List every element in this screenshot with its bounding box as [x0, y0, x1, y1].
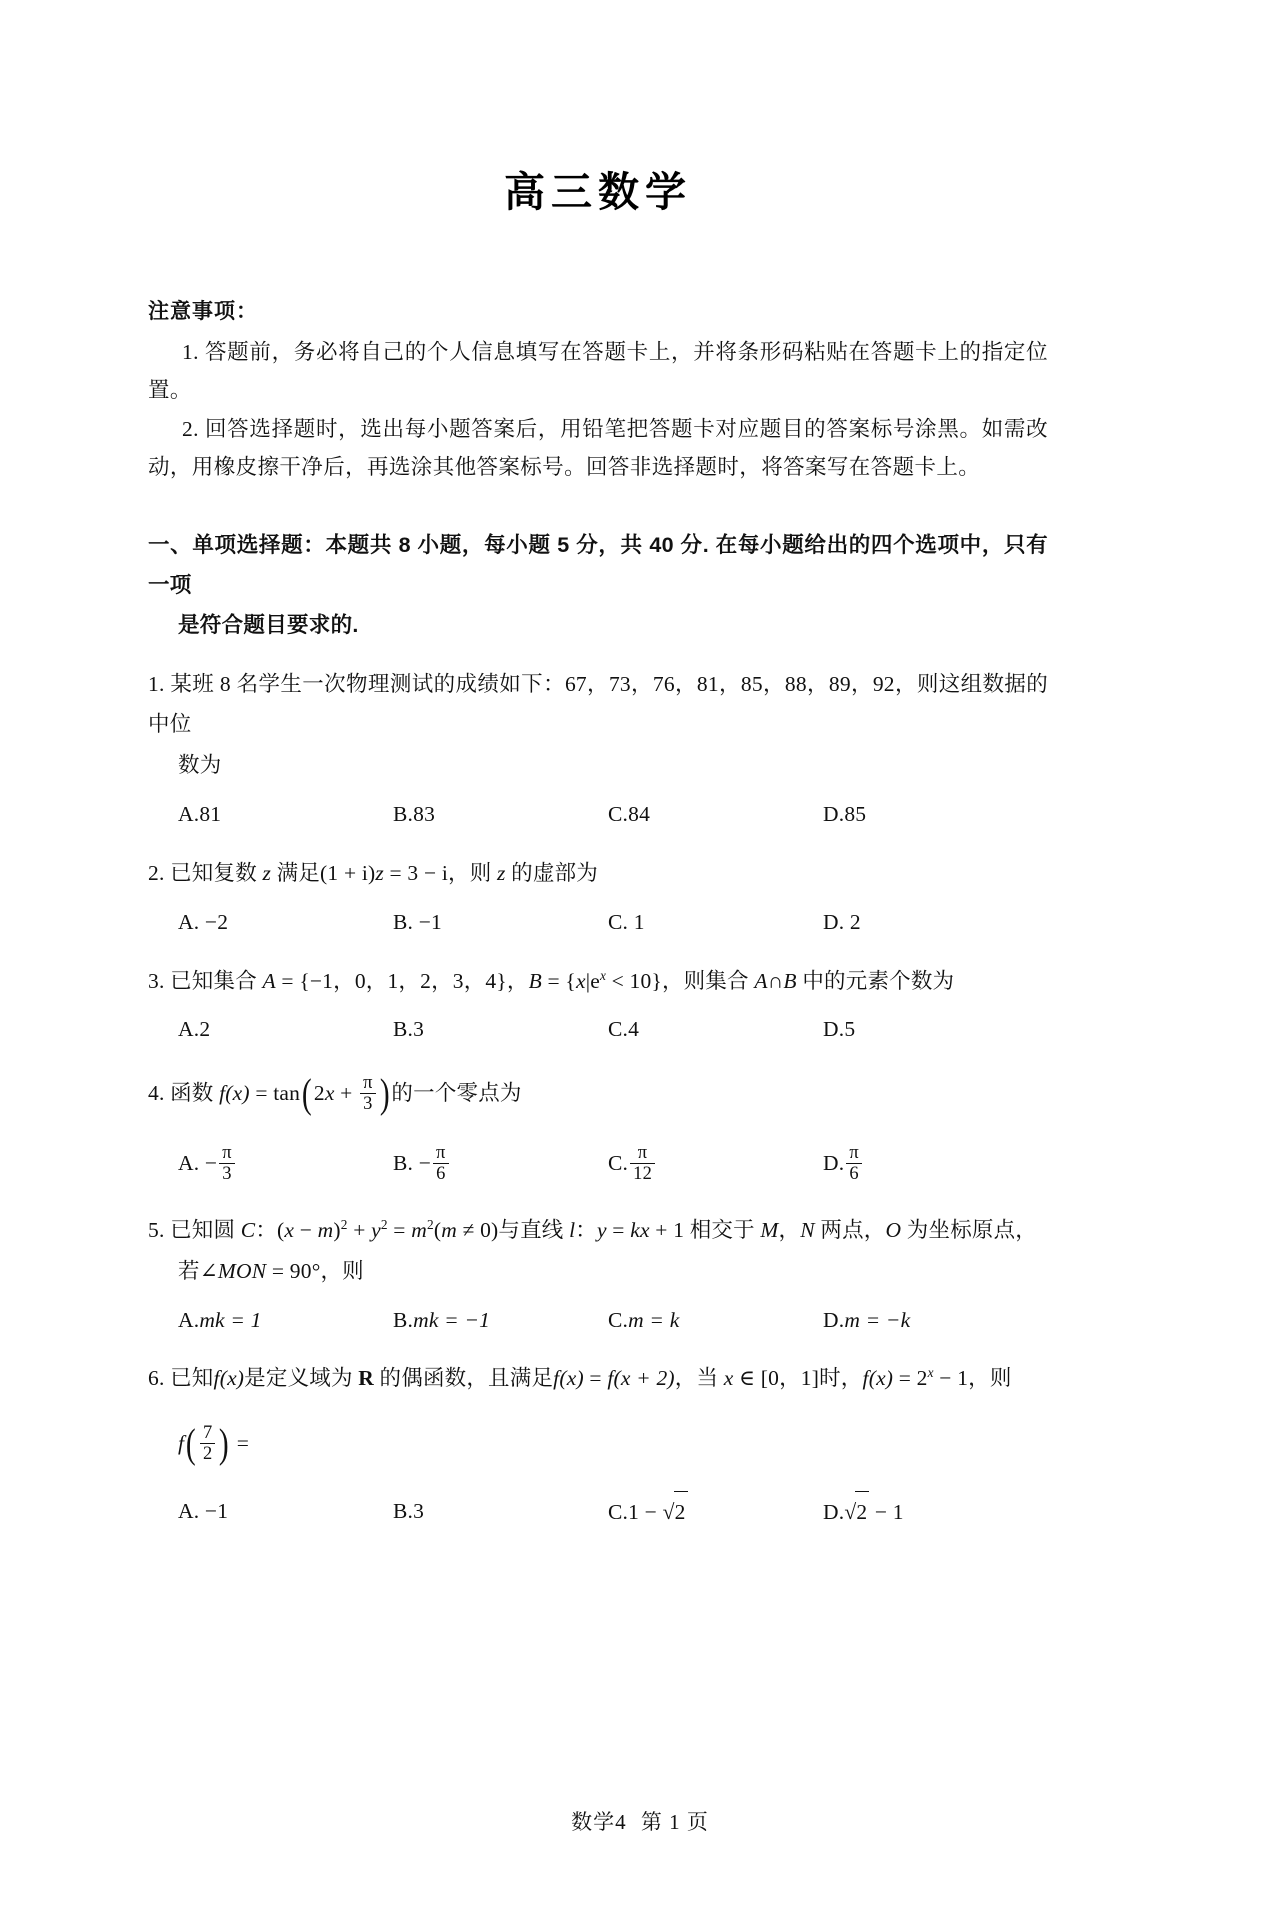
q3-set-a-value: = {−1，0，1，2，3，4}，	[275, 968, 529, 993]
frac-num: π	[849, 1141, 859, 1162]
option-c-label: C.	[608, 1307, 629, 1332]
q6-func-f2: f	[553, 1366, 560, 1391]
q4-eq: = tan	[249, 1081, 301, 1106]
notes-section	[148, 295, 1048, 486]
q5-eq: =	[387, 1217, 412, 1242]
option-c-label: C.	[608, 1500, 629, 1525]
page-footer	[0, 1806, 1280, 1836]
q5-colon: ：(	[255, 1217, 285, 1242]
option-a-value: mk = 1	[199, 1307, 262, 1332]
question-6-line2	[148, 1413, 1048, 1473]
q4-close-paren: )	[379, 1071, 390, 1117]
q6-func-arg3: (x + 2)	[613, 1366, 675, 1391]
option-c[interactable]	[608, 1300, 823, 1341]
question-5-line2	[148, 1251, 1048, 1292]
option-a-fraction	[219, 1143, 235, 1184]
question-1-line2: 数为	[178, 753, 222, 778]
option-b[interactable]	[393, 1491, 608, 1533]
q5-line-colon: ：	[575, 1217, 597, 1242]
question-2-number: 2.	[148, 860, 165, 885]
option-d[interactable]	[823, 902, 1038, 943]
option-b[interactable]	[393, 1143, 608, 1186]
q6-fraction	[200, 1423, 215, 1464]
option-c-label: C.	[608, 802, 629, 827]
option-b-fraction	[433, 1143, 449, 1184]
option-d-value: 85	[844, 802, 867, 827]
sqrt-radicand: 2	[674, 1491, 688, 1533]
q6-close-paren: )	[219, 1421, 230, 1467]
q6-pre: 已知	[170, 1366, 214, 1391]
option-b-value: 3	[413, 1017, 425, 1042]
q5-intersect: 相交于	[684, 1217, 761, 1242]
q3-set-a2: A	[754, 968, 768, 993]
q5-plus1: + 1	[649, 1217, 685, 1242]
q6-l2-eq: =	[231, 1431, 250, 1456]
q6-l2-func-f: f	[178, 1431, 185, 1456]
footer-page-number: 第 1 页	[640, 1810, 709, 1834]
q2-post: 的虚部为	[505, 860, 598, 885]
question-5-text	[148, 1210, 1048, 1292]
question-4	[148, 1068, 1048, 1192]
q6-interval: ∈ [0，1]时，	[733, 1366, 863, 1391]
option-c-label: C.	[608, 909, 629, 934]
option-d-label: D.	[823, 1307, 845, 1332]
option-c[interactable]	[608, 1009, 823, 1050]
option-a-value: 81	[199, 802, 222, 827]
question-2	[148, 853, 1048, 943]
option-d-value: m = −k	[844, 1307, 911, 1332]
q4-plus: +	[334, 1081, 359, 1106]
option-a[interactable]	[178, 1300, 393, 1341]
q5-angle-pre: 若∠	[178, 1258, 218, 1283]
q5-var-x: x	[284, 1217, 295, 1242]
note-item: 1. 答题前，务必将自己的个人信息填写在答题卡上，并将条形码粘贴在答题卡上的指定位置。	[148, 340, 1048, 403]
note-item: 2. 回答选择题时，选出每小题答案后，用铅笔把答题卡对应题目的答案标号涂黑。如需改动，用橡皮擦干净后，再选涂其他答案标号。回答非选择题时，将答案写在答题卡上。	[148, 416, 1048, 479]
option-d-value: √2 − 1	[844, 1500, 903, 1524]
option-d-label: D.	[823, 1500, 845, 1525]
option-c[interactable]	[608, 902, 823, 943]
q2-mid: 满足(1 + i)	[271, 860, 376, 885]
q4-pre: 函数	[170, 1081, 220, 1106]
q3-intersect-icon: ∩	[767, 968, 784, 993]
q5-var-k: k	[630, 1217, 640, 1242]
q6-mid3: ，当	[674, 1366, 724, 1391]
question-3	[148, 961, 1048, 1051]
option-a-label: A.	[178, 1017, 200, 1042]
question-2-text	[148, 853, 1048, 894]
q6-frac-den: 2	[200, 1443, 215, 1464]
q6-func-arg: (x)	[219, 1366, 245, 1391]
q5-with-line: 与直线	[498, 1217, 570, 1242]
question-6	[148, 1358, 1048, 1533]
option-b[interactable]	[393, 902, 608, 943]
option-c-value: m = k	[628, 1307, 680, 1332]
option-a-value: 2	[199, 1017, 211, 1042]
option-c[interactable]	[608, 1143, 823, 1186]
q6-exp-x: x	[927, 1365, 934, 1381]
option-d-label: D.	[823, 1017, 845, 1042]
q4-func-arg: (x)	[225, 1081, 250, 1106]
option-d-label: D.	[823, 802, 845, 827]
q6-real-set: R	[358, 1366, 374, 1391]
q5-sup-2a: 2	[340, 1216, 348, 1232]
option-a-label: A.	[178, 909, 200, 934]
option-a[interactable]	[178, 794, 393, 835]
option-c-value: 1	[633, 909, 645, 934]
q3-exp-x: x	[599, 967, 607, 983]
q6-frac-num: 7	[202, 1422, 213, 1443]
q5-neq: ≠ 0)	[456, 1217, 499, 1242]
q2-pre: 已知复数	[170, 860, 263, 885]
q3-set-b: B	[528, 968, 542, 993]
sqrt-radicand: 2	[855, 1491, 869, 1533]
q4-fraction	[360, 1073, 376, 1114]
q5-circle-c: C	[240, 1217, 256, 1242]
option-a-value: −1	[204, 1499, 229, 1524]
frac-num: π	[222, 1141, 232, 1162]
question-1	[148, 664, 1048, 835]
option-c-fraction	[630, 1143, 655, 1184]
option-d[interactable]	[823, 1300, 1038, 1341]
q2-eq: = 3 − i，则	[383, 860, 498, 885]
question-1-line1: 某班 8 名学生一次物理测试的成绩如下：67，73，76，81，85，88，89，92，则这组数据的中位	[148, 671, 1048, 737]
q3-post: 中的元素个数为	[796, 968, 955, 993]
q4-open-paren: (	[302, 1071, 312, 1117]
option-d-value	[844, 1141, 864, 1183]
q5-angle-post: = 90°，则	[266, 1258, 364, 1283]
option-c-value	[628, 1141, 657, 1183]
q5-close-paren: )	[333, 1217, 341, 1242]
q5-var-m: m	[317, 1217, 334, 1242]
page-content	[148, 0, 1048, 1533]
q5-origin: 为坐标原点，	[901, 1217, 1037, 1242]
option-b[interactable]	[393, 794, 608, 835]
question-5	[148, 1210, 1048, 1341]
option-b-label: B.	[393, 1150, 414, 1175]
section-one-header	[148, 526, 1048, 645]
q3-set-a: A	[262, 968, 276, 993]
option-b-value: 83	[413, 802, 436, 827]
q5-var-y2: y	[596, 1217, 607, 1242]
q4-frac-den: 3	[360, 1093, 376, 1114]
q3-set-b2: B	[783, 968, 797, 993]
question-6-text	[148, 1358, 1048, 1473]
option-a-value: −2	[204, 909, 229, 934]
section-one-label: 一、单项选择题	[148, 533, 304, 558]
q5-plus: +	[347, 1217, 372, 1242]
sqrt-icon: √2	[844, 1500, 869, 1524]
option-a-label: A.	[178, 1307, 200, 1332]
option-a[interactable]	[178, 1143, 393, 1186]
option-b-value: − $\frac{\pi}{6}$	[419, 1151, 451, 1175]
option-d-fraction	[846, 1143, 862, 1184]
option-c-value: 4	[628, 1017, 640, 1042]
option-b-label: B.	[393, 802, 414, 827]
q4-frac-num: π	[363, 1072, 373, 1093]
frac-den: 12	[630, 1163, 655, 1184]
q5-point-m: M	[760, 1217, 779, 1242]
option-a-label: A.	[178, 1150, 200, 1175]
q6-func-arg4: (x)	[868, 1366, 894, 1391]
option-d[interactable]	[823, 794, 1038, 835]
option-a-label: A.	[178, 802, 200, 827]
question-1-options	[148, 794, 1048, 835]
option-d[interactable]	[823, 1009, 1038, 1050]
q5-var-m2: m	[411, 1217, 427, 1242]
option-b-value: 3	[413, 1499, 425, 1524]
q3-lt: < 10}，则集合	[606, 968, 755, 993]
question-3-text	[148, 961, 1048, 1002]
q5-sup-2c: 2	[426, 1216, 434, 1232]
option-c-label: C.	[608, 1017, 629, 1042]
q2-var-z3: z	[497, 860, 506, 885]
q5-pre: 已知圆	[170, 1217, 241, 1242]
option-c-label: C.	[608, 1150, 629, 1175]
q6-func-f: f	[213, 1366, 220, 1391]
q6-mid2: 的偶函数，且满足	[373, 1366, 554, 1391]
option-a-label: A.	[178, 1499, 200, 1524]
q4-var-x: x	[324, 1081, 335, 1106]
q5-angle-mon: MON	[217, 1258, 267, 1283]
q5-point-o: O	[885, 1217, 902, 1242]
question-5-options	[148, 1300, 1048, 1341]
q3-pre: 已知集合	[170, 968, 263, 993]
q5-cond-open: (	[433, 1217, 442, 1242]
option-d-label: D.	[823, 909, 845, 934]
q3-set-b-open: = {	[541, 968, 576, 993]
section-one-description: 本题共 8 小题，每小题 5 分，共 40 分. 在每小题给出的四个选项中，只有一项	[148, 533, 1048, 598]
q6-eq2: = 2	[893, 1366, 928, 1391]
frac-num: π	[637, 1141, 648, 1162]
q4-func-f: f	[219, 1081, 226, 1106]
option-b-value: mk = −1	[413, 1307, 491, 1332]
option-c-value: 84	[628, 802, 651, 827]
notes-heading: 注意事项：	[148, 300, 258, 324]
option-a[interactable]	[178, 1491, 393, 1533]
option-b-label: B.	[393, 1499, 414, 1524]
q5-comma: ，	[778, 1217, 801, 1242]
q6-mid1: 是定义域为	[244, 1366, 359, 1391]
q3-var-x: x	[575, 968, 586, 993]
q6-open-paren: (	[186, 1421, 197, 1467]
option-d[interactable]	[823, 1143, 1038, 1186]
sqrt-icon: √2	[663, 1500, 688, 1524]
q4-post: 的一个零点为	[391, 1081, 522, 1106]
option-b-label: B.	[393, 909, 414, 934]
question-3-number: 3.	[148, 968, 165, 993]
question-4-text	[148, 1068, 1048, 1120]
question-4-options	[148, 1136, 1048, 1192]
q6-eq1: =	[583, 1366, 608, 1391]
q6-func-f4: f	[862, 1366, 869, 1391]
question-5-number: 5.	[148, 1217, 165, 1242]
option-c[interactable]	[608, 794, 823, 835]
q6-minus1: − 1，则	[933, 1366, 1012, 1391]
q4-coef: 2	[313, 1081, 325, 1106]
option-a[interactable]	[178, 902, 393, 943]
q5-two-points: 两点，	[814, 1217, 886, 1242]
frac-den: 3	[219, 1163, 235, 1184]
question-2-options	[148, 902, 1048, 943]
question-4-number: 4.	[148, 1081, 165, 1106]
q5-keq: =	[606, 1217, 631, 1242]
q5-var-y: y	[371, 1217, 381, 1242]
q3-bar: |e	[585, 968, 600, 993]
frac-den: 6	[433, 1163, 449, 1184]
question-1-number: 1.	[148, 671, 165, 696]
q2-var-z: z	[262, 860, 272, 885]
frac-num: π	[436, 1141, 446, 1162]
q5-point-n: N	[800, 1217, 815, 1242]
option-d-value: 5	[844, 1017, 856, 1042]
section-one-colon: ：	[303, 533, 326, 558]
option-a[interactable]	[178, 1009, 393, 1050]
q5-var-x2: x	[639, 1217, 650, 1242]
option-b-label: B.	[393, 1307, 414, 1332]
option-d-value: 2	[849, 909, 861, 934]
question-6-number: 6.	[148, 1366, 165, 1391]
option-b-label: B.	[393, 1017, 414, 1042]
frac-den: 6	[846, 1163, 862, 1184]
option-d-label: D.	[823, 1150, 845, 1175]
q2-var-z2: z	[375, 860, 384, 885]
q5-line-l: l	[569, 1217, 576, 1242]
q5-minus: −	[294, 1217, 318, 1242]
q5-sup-2b: 2	[380, 1216, 388, 1232]
q6-var-x: x	[723, 1366, 734, 1391]
page-title: 高三数学	[504, 169, 692, 215]
footer-subject: 数学4	[571, 1810, 627, 1834]
option-c-value: 1 − √2	[628, 1500, 687, 1524]
q6-func-f3: f	[607, 1366, 614, 1391]
q6-func-arg2: (x)	[559, 1366, 584, 1391]
question-6-options	[148, 1491, 1048, 1533]
option-c[interactable]	[608, 1491, 823, 1533]
option-b-value: −1	[418, 909, 442, 934]
option-a-value: − $\frac{\pi}{3}$	[205, 1151, 237, 1175]
section-one-description-line2: 是符合题目要求的.	[178, 612, 359, 637]
q5-var-m3: m	[441, 1217, 457, 1242]
question-1-text	[148, 664, 1048, 787]
question-3-options	[148, 1009, 1048, 1050]
option-b[interactable]	[393, 1300, 608, 1341]
option-b[interactable]	[393, 1009, 608, 1050]
option-d[interactable]	[823, 1491, 1038, 1533]
